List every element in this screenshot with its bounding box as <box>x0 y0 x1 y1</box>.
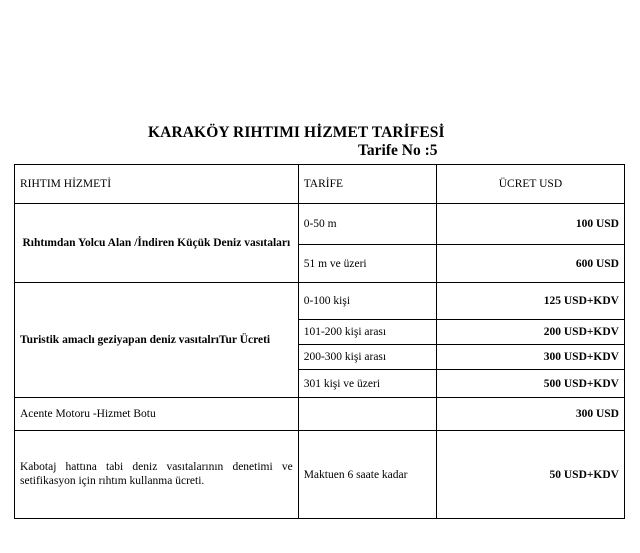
header-fee: ÜCRET USD <box>436 165 624 204</box>
fee-cell: 100 USD <box>436 204 624 245</box>
table-header-row <box>15 165 625 204</box>
fee-cell: 200 USD+KDV <box>436 320 624 345</box>
service-cell: Rıhtımdan Yolcu Alan /İndiren Küçük Deniz vasıtaları <box>15 204 299 283</box>
fee-cell: 300 USD <box>436 398 624 431</box>
service-cell: Turistik amaclı geziyapan deniz vasıtalrıTur Ücreti <box>15 283 299 398</box>
tariff-cell: Maktuen 6 saate kadar <box>298 431 436 519</box>
table-row <box>15 398 625 431</box>
fee-cell: 300 USD+KDV <box>436 345 624 370</box>
fee-cell: 600 USD <box>436 245 624 283</box>
header-tariff: TARİFE <box>298 165 436 204</box>
tariff-table <box>14 164 625 519</box>
tariff-number: Tarife No :5 <box>358 142 438 159</box>
tariff-cell: 0-100 kişi <box>298 283 436 320</box>
tariff-cell: 301 kişi ve üzeri <box>298 370 436 398</box>
table-row <box>15 283 625 320</box>
tariff-cell: 51 m ve üzeri <box>298 245 436 283</box>
header-service: RIHTIM HİZMETİ <box>15 165 299 204</box>
fee-cell: 50 USD+KDV <box>436 431 624 519</box>
table-row <box>15 431 625 519</box>
table-row <box>15 204 625 245</box>
fee-cell: 125 USD+KDV <box>436 283 624 320</box>
tariff-cell: 0-50 m <box>298 204 436 245</box>
service-cell: Acente Motoru -Hizmet Botu <box>15 398 299 431</box>
tariff-cell: 200-300 kişi arası <box>298 345 436 370</box>
tariff-cell <box>298 398 436 431</box>
document-title: KARAKÖY RIHTIMI HİZMET TARİFESİ <box>148 124 445 141</box>
fee-cell: 500 USD+KDV <box>436 370 624 398</box>
service-cell: Kabotaj hattına tabi deniz vasıtalarının denetimi ve setifikasyon için rıhtım kullanma ücreti. <box>15 431 299 519</box>
tariff-cell: 101-200 kişi arası <box>298 320 436 345</box>
